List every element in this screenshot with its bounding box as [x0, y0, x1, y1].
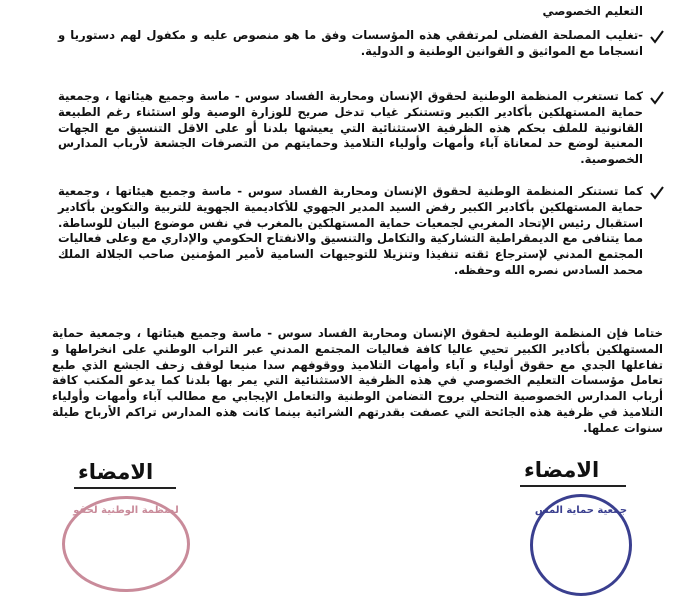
paragraph-closing: ختاما فإن المنظمة الوطنية لحقوق الإنسان ومحاربة الفساد سوس - ماسة وجميع هيئاتها ، وجمعية حماية المستهلكين بأكادير الكبير تحيي عاليا كافة فعاليات المجتمع المدني عبر التراب الوطني على انخراطها و تفاعلها الجدي مع حقوق أولياء و آباء وأمهات التلاميذ ووقوفهم سدا منيعا لوقف زحف الجشع الذي طبع تعامل مؤسسات التعليم الخصوصي في هذه الظرفية الاستثنائية التي يمر بها بلدنا كما يدعو المكتب كافة أرباب المدارس الخصوصية التحلي بروح التضامن الوطنية والتعامل الإيجابي مع مطالب آباء وأمهات وأولياء التلاميذ في ظرفية هذه الجائحة التي عصفت بقدرتهم الشرائية بينما كانت هذه المدارس تراكم الأرباح طيلة سنوات عملها.: [52, 326, 663, 435]
checkmark-icon: [650, 186, 664, 200]
stamp-left: [62, 496, 190, 592]
checkmark-icon: [650, 91, 664, 105]
paragraph-3: كما تستنكر المنظمة الوطنية لحقوق الإنسان ومحاربة الفساد سوس - ماسة وجميع هيئاتها ، وجمعية حماية المستهلكين بأكادير الكبير رفض السيد المدير الجهوي للأكاديمية الجهوية للتربية والتكوين بأكادير استقبال رئيس الإتحاد المغربي لجمعيات حماية المستهلكين بالمغرب في نفس موضوع البيان للوساطة. مما يتنافى مع الديمقراطية التشاركية والتكامل والتنسيق والانفتاح الحكومي والإداري مع وعلى فعاليات المجتمع المدني لإسترجاع ثقته تنفيذا وتنزيلا للتوجيهات السامية لأمير المؤمنين صاحب الجلالة الملك محمد السادس نصره الله وحفظه.: [58, 184, 643, 277]
signature-label-left: الامضاء: [78, 460, 154, 484]
checkmark-icon: [650, 30, 664, 44]
stamp-right-text: جمعية حماية المس: [534, 505, 628, 516]
signature-label-right: الامضاء: [524, 458, 600, 482]
paragraph-continuation: التعليم الخصوصي: [542, 4, 643, 18]
stamp-right: [530, 494, 632, 596]
paragraph-2: كما تستغرب المنظمة الوطنية لحقوق الإنسان ومحاربة الفساد سوس - ماسة وجميع هيئاتها ، وجمعية حماية المستهلكين بأكادير الكبير وتستنكر غياب تدخل صريح للوزارة الوصية ولو استئناء رغم الطبيعة القانونية للملف بحكم هذه الظرفية الاستثنائية التي يعيشها بلدنا أو على الاقل التنسيق مع الجهات المعنية لوضع حد لمعاناة آباء وأمهات وأولياء التلاميذ وحمايتهم من التصرفات الجشعة لأرباب المدارس الخصوصية.: [58, 89, 643, 167]
signature-underline-right: [520, 485, 626, 487]
signature-underline-left: [74, 487, 176, 489]
paragraph-1: -تغليب المصلحة الفضلى لمرتفقي هذه المؤسسات وفق ما هو منصوص عليه و مكفول لهم دستوريا و انسجاما مع المواثيق و القوانين الوطنية و الدولية.: [58, 28, 643, 58]
stamp-left-text: لمنظمة الوطنية لحقو: [73, 505, 179, 516]
top-cut-line: [58, 0, 643, 2]
